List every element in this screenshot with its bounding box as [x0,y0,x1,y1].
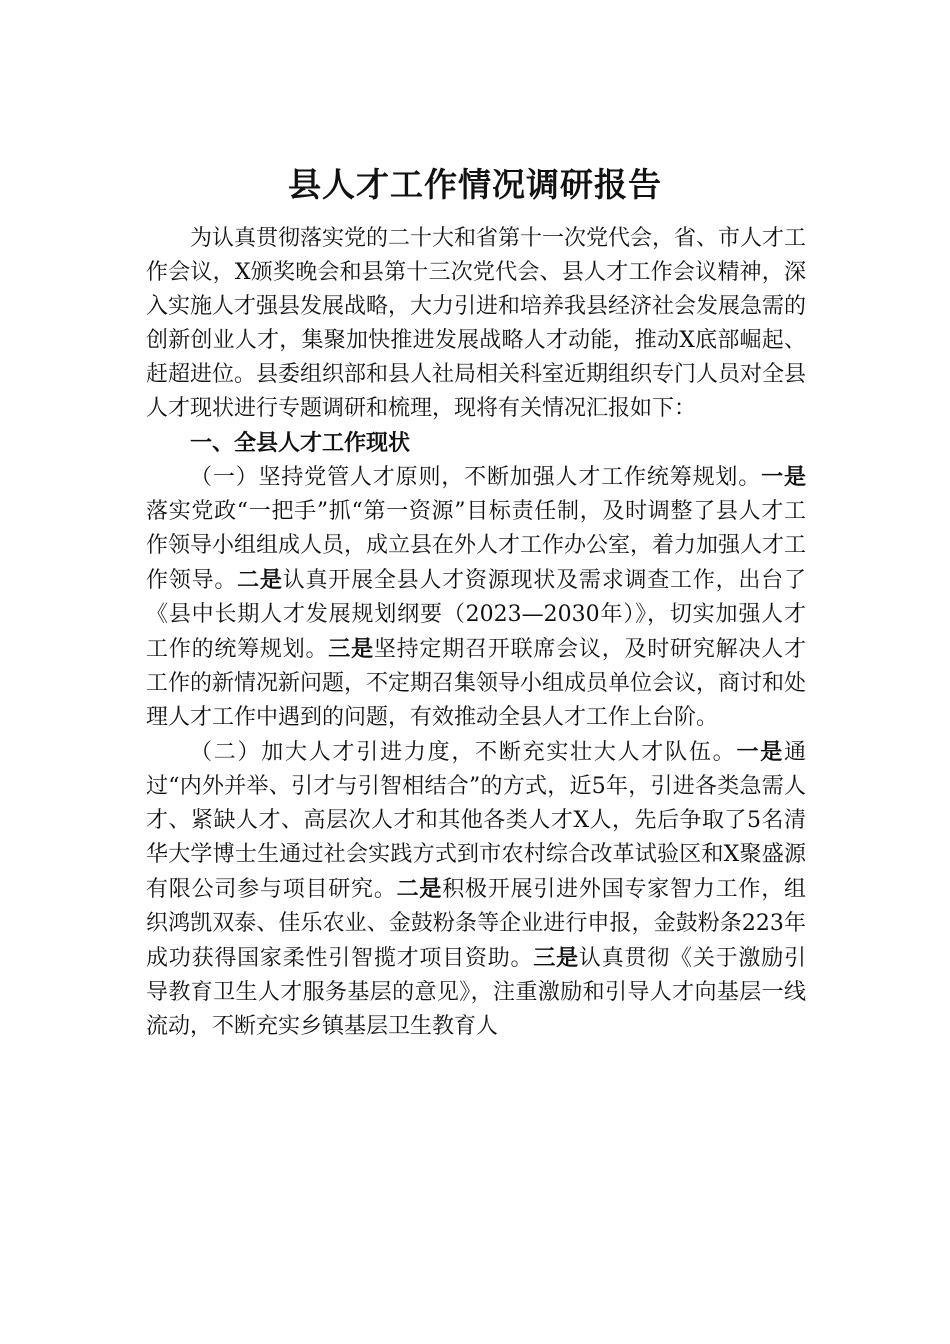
point-text: 认真开展全县人才资源现状及需求调查工作，出台了《县中长期人才发展规划纲要（2023—2030年）》，切实加强人才工作的统筹规划。 [146,568,806,662]
intro-paragraph: 为认真贯彻落实党的二十大和省第十一次党代会，省、市人才工作会议，X颁奖晚会和县第十三次党代会、县人才工作会议精神，深入实施人才强县发展战略，大力引进和培养我县经济社会发展急需的创新创业人才，集聚加快推进发展战略人才动能，推动X底部崛起、赶超进位。县委组织部和县人社局相关科室近期组织专门人员对全县人才现状进行专题调研和梳理，现将有关情况汇报如下： [146,226,807,421]
point-marker: 三是 [328,636,374,662]
paragraph-section-1 [146,460,806,735]
document-body [146,222,806,1044]
paragraph-section-2 [146,735,806,1044]
point-text: 坚持定期召开联席会议，及时研究解决人才工作的新情况新问题，不定期召集领导小组成员单位会议，商讨和处理人才工作中遇到的问题，有效推动全县人才工作上台阶。 [146,637,807,730]
point-marker: 一是 [761,464,806,490]
point-marker: 二是 [237,567,283,593]
point-text: 认真贯彻《关于激励引导教育卫生人才服务基层的意见》，注重激励和引导人才向基层一线流动，不断充实乡镇基层卫生教育人 [146,946,806,1039]
subsection-heading: （一）坚持党管人才原则，不断加强人才工作统筹规划。 [190,465,762,490]
subsection-heading: （二）加大人才引进力度，不断充实壮大人才队伍。 [190,740,737,765]
point-marker: 一是 [736,739,784,765]
point-text: 通过“内外并举、引才与引智相结合”的方式，近5年，引进各类急需人才、紧缺人才、高层次人才和其他各类人才X人，先后争取了5名清华大学博士生通过社会实践方式到市农村综合改革试验区和X聚盛源有限公司参与项目研究。 [146,740,806,902]
section-heading: 一、全县人才工作现状 [190,430,411,456]
point-text: 落实党政“一把手”抓“第一资源”目标责任制，及时调整了县人才工作领导小组组成人员，成立县在外人才工作办公室，着力加强人才工作领导。 [146,499,807,593]
point-text: 积极开展引进外国专家智力工作，组织鸿凯双泰、佳乐农业、金鼓粉条等企业进行申报，金鼓粉条223年成功获得国家柔性引智揽才项目资助。 [146,877,806,971]
document-title: 县人才工作情况调研报告 [288,165,662,204]
point-marker: 二是 [396,876,443,902]
point-marker: 三是 [533,945,579,971]
